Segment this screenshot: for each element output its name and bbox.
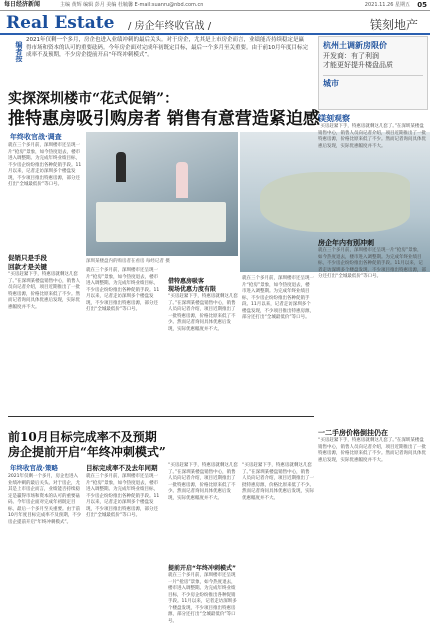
page-number: 05 bbox=[417, 1, 427, 9]
paper-name: 每日经济新闻 bbox=[4, 1, 41, 8]
lead-column-1: 就在三个多月前，深圳楼市还呈现一片“抢房”景象，如今热度退去，楼市进入调整期。为完成年终业绩目标，不少房企纷纷推出各种促销手段。11月以来，记者走访深圳多个楼盘发现，不少项目推出特惠房源，部分还打出“全城最低价”等口号。 bbox=[8, 143, 82, 187]
side-headline-box bbox=[318, 36, 428, 110]
editor-note bbox=[8, 37, 308, 75]
lead-column-3: 就在三个多月前，深圳楼市还呈现一片“抢房”景象，如今热度退去，楼市进入调整期。为完成年终业绩目标，不少房企纷纷推出各种促销手段。11月以来，记者走访深圳多个楼盘发现，不少项目推出特惠房源，部分还打出“全城最低价”等口号。 bbox=[86, 268, 160, 312]
section-header bbox=[0, 11, 430, 35]
photo-sand-table bbox=[96, 202, 226, 242]
second-headline-1: 前10月目标完成率不及预期 bbox=[8, 430, 157, 444]
section-subtitle: / 房企年终收官战 / bbox=[128, 21, 212, 32]
right-column-tag: 镁刻观察 bbox=[318, 114, 350, 123]
second-column-4: 就在三个多月前，深圳楼市还呈现一片“抢房”景象，如今热度退去，楼市进入调整期。为完成年终业绩目标，不少房企纷纷推出各种促销手段。11月以来，记者走访深圳多个楼盘发现，不少项目推出特惠房源，部分还打出“全城最低价”等口号。 bbox=[168, 573, 237, 624]
lead-column-2: “买房赶紧下手，特惠房就剩这几套了。”在深圳某楼盘销售中心，销售人员向记者介绍，项目近期推出了一批特惠房源，价格比原来低了不少。然而记者询问具体优惠后发现，实际优惠幅度并不大。 bbox=[8, 272, 81, 310]
section-divider bbox=[8, 416, 314, 417]
second-subhead-2: 提前开启“年终冲刺模式” bbox=[168, 565, 236, 572]
editor-note-tag: 编者按 bbox=[15, 41, 23, 62]
side-subhead-2: 才能更好提升楼盘品质 bbox=[323, 61, 393, 69]
lead-headline-2: 推特惠房吸引购房者 销售有意营造紧迫感 bbox=[8, 109, 320, 129]
lead-column-5: 就在三个多月前，深圳楼市还呈现一片“抢房”景象，如今热度退去，楼市进入调整期。为完成年终业绩目标，不少房企纷纷推出各种促销手段。11月以来，记者走访深圳多个楼盘发现，不少项目推出特惠房源，部分还打出“全城最低价”等口号。 bbox=[242, 276, 314, 320]
lead-photo bbox=[86, 132, 238, 256]
second-headline-2: 房企提前开启“年终冲刺模式” bbox=[8, 445, 166, 459]
second-column-5: “买房赶紧下手，特惠房就剩这几套了。”在深圳某楼盘销售中心，销售人员向记者介绍，项目近期推出了一批特惠房源，价格比原来低了不少。然而记者询问具体优惠后发现，实际优惠幅度并不大。 bbox=[242, 463, 314, 501]
section-title: Real Estate bbox=[6, 13, 115, 33]
photo-caption: 深圳某楼盘内的购房者在看房 每经记者 摄 bbox=[86, 259, 170, 264]
photo-person-2 bbox=[176, 162, 188, 198]
second-column-3: “买房赶紧下手，特惠房就剩这几套了。”在深圳某楼盘销售中心，销售人员向记者介绍，项目近期推出了一批特惠房源，价格比原来低了不少。然而记者询问具体优惠后发现，实际优惠幅度并不大。 bbox=[168, 463, 238, 501]
editor-note-text: 2021年仅剩一个多月，房企也进入业绩冲刺的最后关头。对于房企，尤其是上市房企而言，业绩能否持续稳定是赢得市场和资本的认可的重要砝码。今年房企面对完成年初既定目标，最后一个多月至关重要。由于前10月年度目标完成率不及预期，不少房企提前开启“年终冲刺模式”。 bbox=[26, 37, 309, 58]
kicker-2: 回款才是关键 bbox=[8, 263, 47, 271]
lead-byline: 年终收官战·调查 bbox=[10, 133, 62, 141]
masthead-bar bbox=[0, 0, 430, 11]
right-column-text-3: “买房赶紧下手，特惠房就剩这几套了。”在深圳某楼盘销售中心，销售人员向记者介绍，项目近期推出了一批特惠房源，价格比原来低了不少。然而记者询问具体优惠后发现，实际优惠幅度并不大。 bbox=[318, 438, 426, 463]
right-headline-2: 房企年内有别冲刺 bbox=[318, 239, 374, 247]
side-subhead-1: 开发商：有了利润 bbox=[323, 52, 379, 60]
lead-headline-1: 实探深圳楼市“花式促销”： bbox=[8, 91, 179, 107]
lead-subhead-2: 现场优惠力度有限 bbox=[168, 286, 217, 293]
photo-person-1 bbox=[116, 152, 126, 182]
right-column-text-1: “买房赶紧下手，特惠房就剩这几套了。”在深圳某楼盘销售中心，销售人员向记者介绍，项目近期推出了一批特惠房源，价格比原来低了不少。然而记者询问具体优惠后发现，实际优惠幅度并不大。 bbox=[318, 124, 426, 149]
lead-column-4: “买房赶紧下手，特惠房就剩这几套了。”在深圳某楼盘销售中心，销售人员向记者介绍，项目近期推出了一批特惠房源，价格比原来低了不少。然而记者询问具体优惠后发现，实际优惠幅度并不大。 bbox=[168, 294, 238, 332]
right-column-text-2: 就在三个多月前，深圳楼市还呈现一片“抢房”景象，如今热度退去，楼市进入调整期。为完成年终业绩目标，不少房企纷纷推出各种促销手段。11月以来，记者走访深圳多个楼盘发现，不少项目推出特惠房源，部分还打出“全城最低价”等口号。 bbox=[318, 248, 426, 279]
kicker-1: 促销只是手段 bbox=[8, 254, 47, 262]
lead-subhead: 借特惠房吸客 bbox=[168, 278, 205, 285]
column-name: 镁刻地产 bbox=[369, 18, 418, 32]
side-headline: 杭州土调新房限价 bbox=[323, 41, 387, 50]
second-column-1: 2021年仅剩一个多月，房企也进入业绩冲刺的最后关头。对于房企，尤其是上市房企而言，业绩能否持续稳定是赢得市场和资本的认可的重要砝码。今年房企面对完成年初既定目标，最后一个多月至关重要。由于前10月年度目标完成率不及预期，不少房企提前开启“年终冲刺模式”。 bbox=[8, 474, 82, 525]
second-byline: 年终收官战·策略 bbox=[10, 464, 58, 472]
issue-date: 2021.11.26 星期五 bbox=[364, 2, 410, 8]
second-subhead: 目标完成率不及去年同期 bbox=[86, 464, 158, 472]
masthead-meta: 主编 黄辉 编辑 彭月 美编 杜毓馨 E-mail:suanru@nbd.com.cn bbox=[60, 2, 204, 8]
right-headline-3: 一二手房价格倒挂仍在 bbox=[318, 429, 388, 437]
side-section-label: 城市 bbox=[323, 75, 423, 89]
second-column-2: 就在三个多月前，深圳楼市还呈现一片“抢房”景象，如今热度退去，楼市进入调整期。为完成年终业绩目标，不少房企纷纷推出各种促销手段。11月以来，记者走访深圳多个楼盘发现，不少项目推出特惠房源，部分还打出“全城最低价”等口号。 bbox=[86, 474, 160, 518]
